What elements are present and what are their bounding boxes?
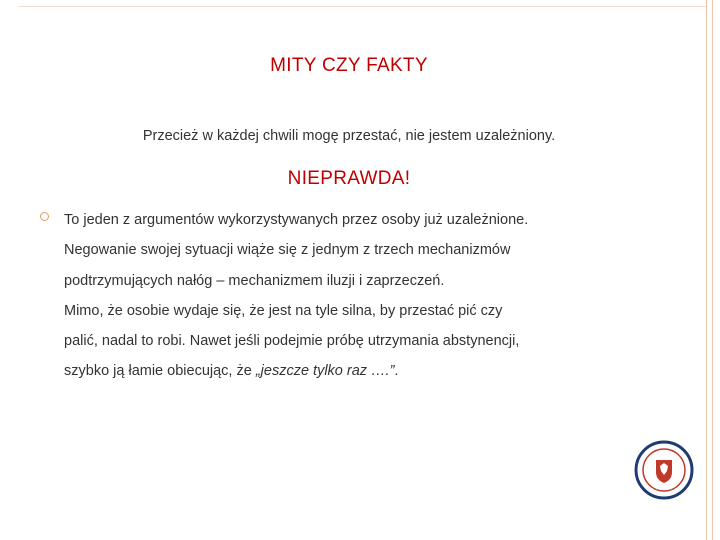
body-line: palić, nadal to robi. Nawet jeśli podejmie próbę utrzymania abstynencji, <box>64 333 520 350</box>
police-emblem-icon <box>634 440 694 500</box>
slide-subtitle: Przecież w każdej chwili mogę przestać, nie jestem uzależniony. <box>142 128 556 144</box>
body-line: podtrzymujących nałóg – mechanizmem iluzji i zaprzeczeń. <box>64 272 445 289</box>
top-divider <box>18 6 706 7</box>
circle-bullet-icon <box>40 212 49 221</box>
body-paragraph <box>64 205 644 387</box>
body-line: Mimo, że osobie wydaje się, że jest na tyle silna, by przestać pić czy <box>64 302 503 319</box>
body-line: To jeden z argumentów wykorzystywanych przez osoby już uzależnione. <box>64 212 529 228</box>
body-line: Negowanie swojej sytuacji wiąże się z jednym z trzech mechanizmów <box>64 242 511 259</box>
verdict-heading: NIEPRAWDA! <box>287 168 411 189</box>
body-line-suffix: . <box>394 363 399 380</box>
quote-text: „jeszcze tylko raz ….” <box>255 363 395 380</box>
right-border-line <box>706 0 707 540</box>
slide-title: MITY CZY FAKTY <box>270 55 428 76</box>
right-border-line-outer <box>712 0 713 540</box>
body-line-text: szybko ją łamie obiecując, że <box>64 363 256 380</box>
body-line-last <box>64 356 644 386</box>
